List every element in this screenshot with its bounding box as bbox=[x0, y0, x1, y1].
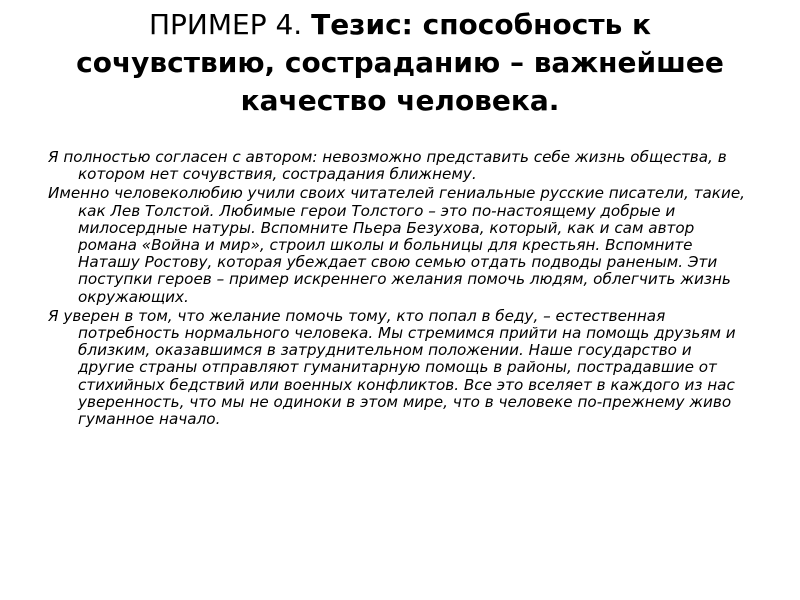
paragraph-literary-argument: Именно человеколюбию учили своих читателей гениальные русские писатели, такие, как Лев Толстой. Любимые герои Толстого – это по-настоящему добрые и милосердные натуры. Вспомните Пьера Безухова, который, как и сам автор романа «Война и мир», строил школы и больницы для крестьян. Вспомните Наташу Ростову, которая убеждает свою семью отдать подводы раненым. Эти поступки героев – пример искреннего желания помочь людям, облегчить жизнь окружающих. bbox=[48, 184, 745, 306]
paragraph-agreement: Я полностью согласен с автором: невозможно представить себе жизнь общества, в котором нет сочувствия, сострадания ближнему. bbox=[48, 148, 727, 184]
slide-body bbox=[48, 149, 748, 430]
title-thesis: Тезис: способность к сочувствию, состраданию – важнейшее качество человека. bbox=[76, 8, 724, 117]
title-prefix: ПРИМЕР 4. bbox=[148, 8, 303, 41]
paragraph-life-argument: Я уверен в том, что желание помочь тому, кто попал в беду, – естественная потребность нормального человека. Мы стремимся прийти на помощь друзьям и близким, оказавшимся в затруднительном положении. Наше государство и другие страны отправляют гуманитарную помощь в районы, пострадавшие от стихийных бедствий или военных конфликтов. Все это вселяет в каждого из нас уверенность, что мы не одиноки в этом мире, что в человеке по-прежнему живо гуманное начало. bbox=[48, 306, 736, 429]
slide-title bbox=[60, 6, 740, 120]
